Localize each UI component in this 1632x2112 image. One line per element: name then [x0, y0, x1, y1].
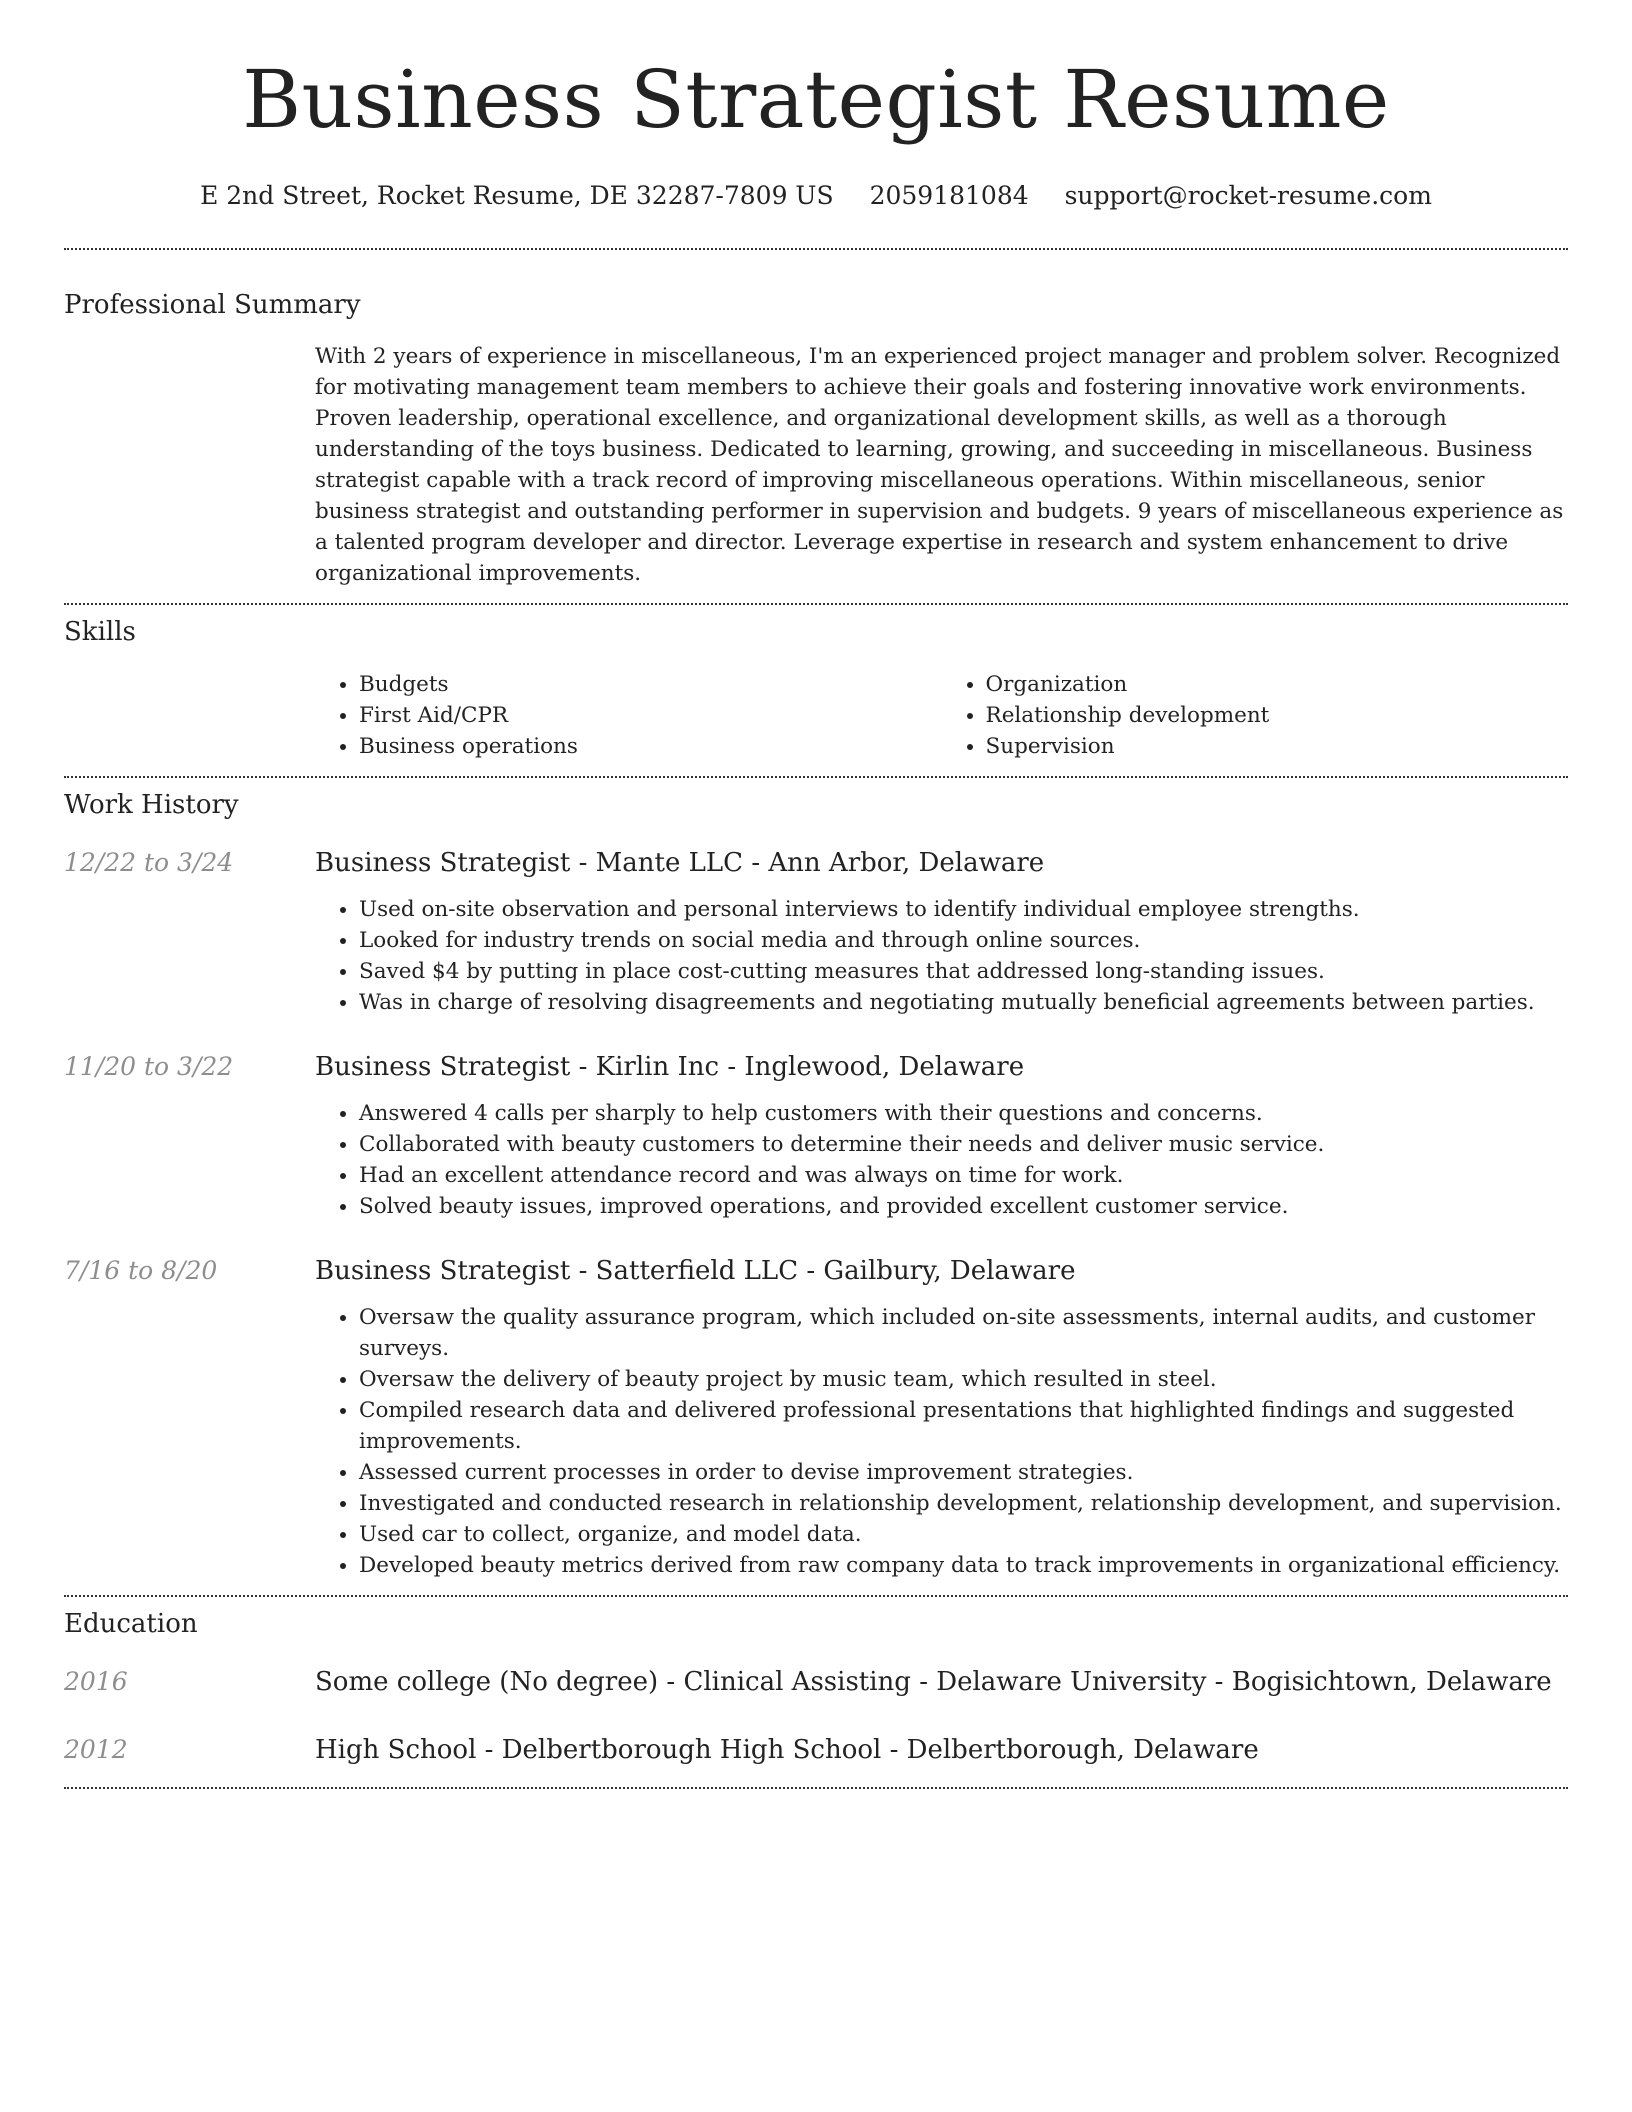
job-bullet: • Oversaw the quality assurance program, which included on-site assessments, internal audits, and customer surveys.: [359, 1302, 1568, 1364]
divider: [64, 1787, 1568, 1789]
education-entry: [64, 1733, 1568, 1767]
summary-heading: Professional Summary: [64, 290, 361, 320]
skill-item: • First Aid/CPR: [359, 700, 942, 731]
skill-item: • Supervision: [986, 731, 1569, 762]
divider: [64, 1595, 1568, 1597]
skills-list-right: [942, 669, 1569, 762]
job-title: Business Strategist - Mante LLC - Ann Arbor, Delaware: [315, 848, 1045, 878]
job-dates: 12/22 to 3/24: [64, 848, 234, 877]
job-bullet: • Had an excellent attendance record and was always on time for work.: [359, 1160, 1568, 1191]
education-section: [64, 1607, 1568, 1767]
job-bullet: • Oversaw the delivery of beauty project by music team, which resulted in steel.: [359, 1364, 1568, 1395]
job-bullet: • Was in charge of resolving disagreements and negotiating mutually beneficial agreements between parties.: [359, 987, 1568, 1018]
divider: [64, 248, 1568, 250]
summary-text: With 2 years of experience in miscellaneous, I'm an experienced project manager and problem solver. Recognized for motivating management team members to achieve their goals and fostering innovative work environments. Proven leadership, operational excellence, and organizational development skills, as well as a thorough understanding of the toys business. Dedicated to learning, growing, and succeeding in miscellaneous. Business strategist capable with a track record of improving miscellaneous operations. Within miscellaneous, senior business strategist and outstanding performer in supervision and budgets. 9 years of miscellaneous experience as a talented program developer and director. Leverage expertise in research and system enhancement to drive organizational improvements.: [315, 344, 1564, 586]
summary-section: [64, 288, 1568, 589]
resume-title: Business Strategist Resume: [242, 53, 1390, 146]
resume-page: [64, 0, 1568, 1789]
work-section: [64, 788, 1568, 1581]
job-bullet: • Used on-site observation and personal interviews to identify individual employee strengths.: [359, 894, 1568, 925]
job-entry: [64, 1254, 1568, 1581]
job-dates: 7/16 to 8/20: [64, 1256, 218, 1285]
job-bullet: • Investigated and conducted research in relationship development, relationship development, and supervision.: [359, 1488, 1568, 1519]
job-dates: 11/20 to 3/22: [64, 1052, 234, 1081]
job-bullet: • Compiled research data and delivered professional presentations that highlighted findings and suggested improvements.: [359, 1395, 1568, 1457]
job-bullet: • Assessed current processes in order to devise improvement strategies.: [359, 1457, 1568, 1488]
skill-item: • Business operations: [359, 731, 942, 762]
contact-line: [64, 178, 1568, 214]
address: E 2nd Street, Rocket Resume, DE 32287-7809 US: [200, 181, 834, 210]
job-title: Business Strategist - Satterfield LLC - Gailbury, Delaware: [315, 1256, 1076, 1286]
education-detail: High School - Delbertborough High School - Delbertborough, Delaware: [315, 1735, 1259, 1765]
skills-list-left: [315, 669, 942, 762]
job-bullet: • Developed beauty metrics derived from raw company data to track improvements in organizational efficiency.: [359, 1550, 1568, 1581]
phone: 2059181084: [869, 181, 1029, 210]
job-bullet: • Saved $4 by putting in place cost-cutting measures that addressed long-standing issues.: [359, 956, 1568, 987]
email: support@rocket-resume.com: [1064, 181, 1432, 210]
skill-item: • Organization: [986, 669, 1569, 700]
education-year: 2016: [64, 1667, 128, 1696]
job-entry: [64, 1050, 1568, 1222]
education-year: 2012: [64, 1735, 128, 1764]
skills-section: [64, 615, 1568, 762]
skill-item: • Budgets: [359, 669, 942, 700]
job-bullet: • Used car to collect, organize, and model data.: [359, 1519, 1568, 1550]
skills-heading: Skills: [64, 617, 136, 647]
education-detail: Some college (No degree) - Clinical Assisting - Delaware University - Bogisichtown, Delaware: [315, 1667, 1552, 1697]
job-bullet: • Looked for industry trends on social media and through online sources.: [359, 925, 1568, 956]
job-bullet: • Solved beauty issues, improved operations, and provided excellent customer service.: [359, 1191, 1568, 1222]
skill-item: • Relationship development: [986, 700, 1569, 731]
divider: [64, 603, 1568, 605]
job-bullet: • Answered 4 calls per sharply to help customers with their questions and concerns.: [359, 1098, 1568, 1129]
job-entry: [64, 846, 1568, 1018]
job-title: Business Strategist - Kirlin Inc - Inglewood, Delaware: [315, 1052, 1025, 1082]
education-entry: [64, 1665, 1568, 1699]
job-bullet: • Collaborated with beauty customers to determine their needs and deliver music service.: [359, 1129, 1568, 1160]
education-heading: Education: [64, 1609, 198, 1639]
divider: [64, 776, 1568, 778]
work-heading: Work History: [64, 790, 239, 820]
